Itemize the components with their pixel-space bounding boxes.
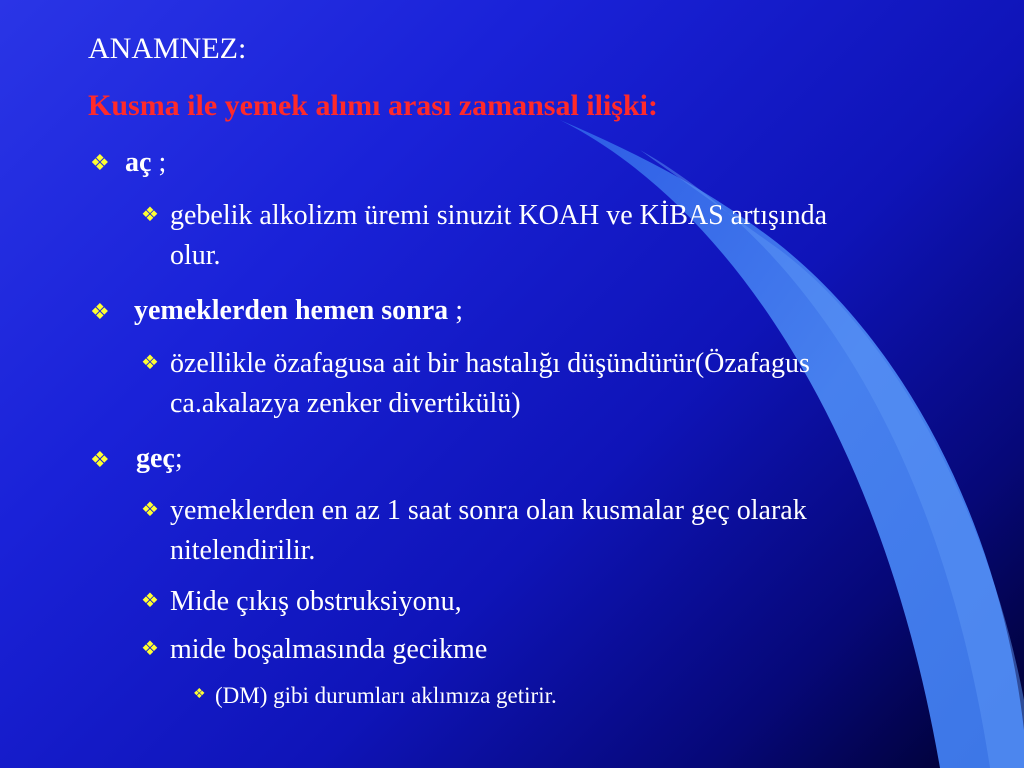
item-1-sub-1-line-2: olur. — [170, 240, 221, 271]
diamond-bullet-icon: ❖ — [141, 352, 159, 374]
slide-subheading: Kusma ile yemek alımı arası zamansal ilişki: — [88, 89, 658, 122]
item-3-sub-2: Mide çıkış obstruksiyonu, — [170, 586, 462, 617]
diamond-bullet-icon: ❖ — [141, 499, 159, 521]
slide-heading: ANAMNEZ: — [88, 32, 247, 65]
item-3-sub-1-line-1: yemeklerden en az 1 saat sonra olan kusmalar geç olarak — [170, 495, 807, 526]
item-3-sub-3: mide boşalmasında gecikme — [170, 634, 488, 665]
item-1-title: aç ; — [125, 147, 167, 178]
item-3-sub-1-line-2: nitelendirilir. — [170, 535, 316, 566]
item-2-sub-1-line-1: özellikle özafagusa ait bir hastalığı düşündürür(Özafagus — [170, 348, 810, 379]
item-2-title: yemeklerden hemen sonra ; — [134, 295, 463, 326]
diamond-bullet-icon: ❖ — [141, 590, 159, 612]
diamond-bullet-icon: ❖ — [90, 299, 110, 324]
item-3-title: geç; — [136, 443, 183, 474]
diamond-bullet-icon: ❖ — [90, 150, 110, 175]
deep-item: (DM) gibi durumları aklımıza getirir. — [215, 683, 557, 708]
diamond-bullet-icon: ❖ — [90, 447, 110, 472]
item-2-sub-1-line-2: ca.akalazya zenker divertikülü) — [170, 388, 521, 419]
diamond-bullet-icon: ❖ — [193, 687, 206, 702]
item-1-sub-1-line-1: gebelik alkolizm üremi sinuzit KOAH ve KİBAS artışında — [170, 200, 828, 231]
diamond-bullet-icon: ❖ — [141, 638, 159, 660]
diamond-bullet-icon: ❖ — [141, 204, 159, 226]
